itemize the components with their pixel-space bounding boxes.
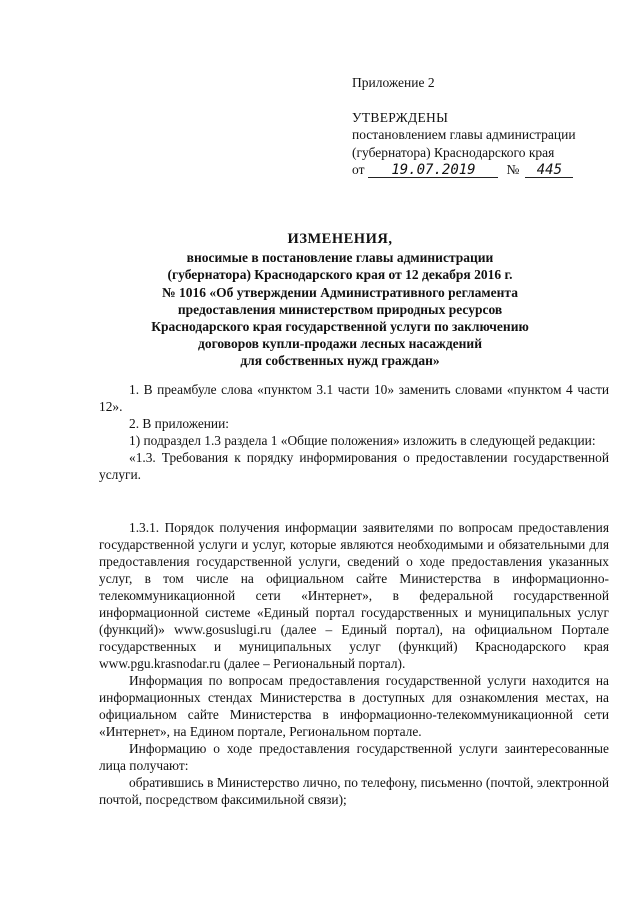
date-number-line (352, 161, 576, 179)
title-line: предоставления министерством природных ресурсов (177, 301, 503, 317)
document-title (60, 231, 620, 370)
approval-line-1: постановлением главы администрации (352, 127, 576, 142)
title-line: договоров купли-продажи лесных насаждений (197, 336, 482, 352)
paragraph-1: 1. В преамбуле слова «пунктом 3.1 части 10» заменить словами «пунктом 4 части 12». (99, 382, 609, 414)
approval-line-2: (губернатора) Краснодарского края (352, 144, 555, 160)
paragraph-8: обратившись в Министерство лично, по телефону, письменно (почтой, электронной почтой, посредством факсимильной связи); (99, 775, 609, 807)
title-line: (губернатора) Краснодарского края от 12 декабря 2016 г. (167, 267, 513, 283)
paragraph-5: 1.3.1. Порядок получения информации заявителями по вопросам предоставления государственной услуги и услуг, которые являются необходимыми и обязательными для предоставления государственной услуги, сведений о ходе предоставления указанных услуг, в том числе на официальном сайте Министерства в информационно-телекоммуникационной сети «Интернет», в федеральной государственной информационной системе «Единый портал государственных и муниципальных услуг (функций)» www.gosuslugi.ru (далее – Единый портал), на официальном Портале государственных и муниципальных услуг (функций) Краснодарского края www.pgu.krasnodar.ru (далее – Региональный портал). (99, 520, 609, 671)
body-section-2 (99, 519, 609, 808)
title-line: вносимые в постановление главы администрации (186, 250, 494, 266)
approval-block (352, 74, 576, 179)
body-section-1 (99, 381, 609, 483)
paragraph-7: Информацию о ходе предоставления государственной услуги заинтересованные лица получают: (99, 741, 609, 773)
handwritten-number: 445 (525, 163, 573, 178)
from-label: от (352, 162, 365, 177)
approved-heading: УТВЕРЖДЕНЫ (352, 109, 449, 125)
appendix-label: Приложение 2 (352, 75, 435, 90)
paragraph-3: 1) подраздел 1.3 раздела 1 «Общие положения» изложить в следующей редакции: (129, 433, 596, 448)
title-line: Краснодарского края государственной услуги по заключению (151, 319, 529, 335)
title-line: № 1016 «Об утверждении Административного регламента (162, 284, 518, 300)
handwritten-date: 19.07.2019 (368, 163, 498, 178)
paragraph-4: «1.3. Требования к порядку информирования о предоставлении государственной услуги. (99, 450, 609, 482)
paragraph-2: 2. В приложении: (129, 416, 229, 431)
title-line: для собственных нужд граждан» (240, 353, 440, 369)
number-label: № (506, 162, 520, 177)
paragraph-6: Информация по вопросам предоставления государственной услуги находится на информационных стендах Министерства в доступных для ознакомления местах, на официальном сайте Министерства в информационно-телекоммуникационной сети «Интернет», на Едином портале, Региональном портале. (99, 673, 609, 739)
title-main: ИЗМЕНЕНИЯ, (287, 231, 393, 247)
